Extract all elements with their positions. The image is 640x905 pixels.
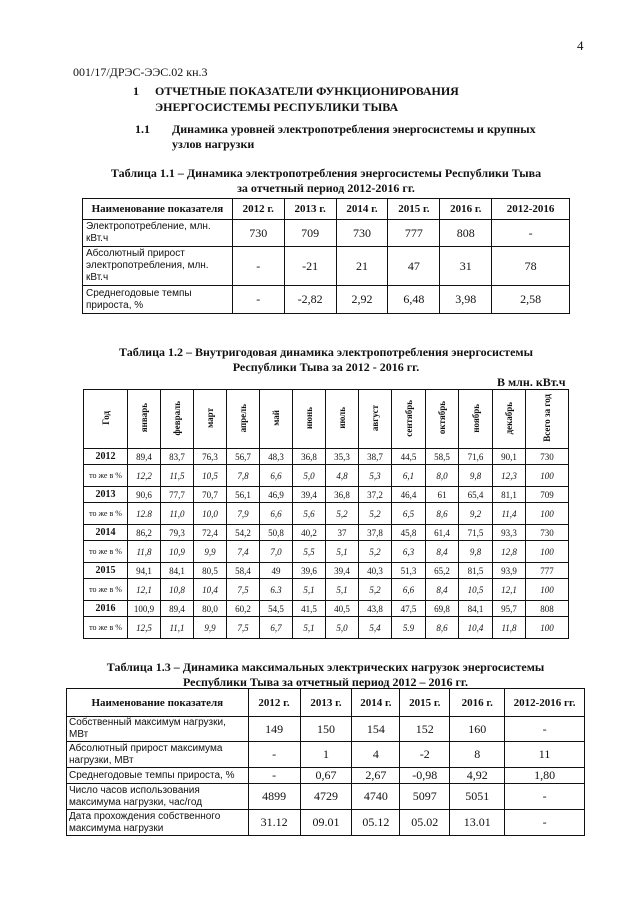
- table2-cell: 10,9: [161, 541, 194, 563]
- table1-cell: -: [232, 286, 284, 314]
- table2-cell: 38,7: [359, 449, 392, 465]
- table3-cell: 4,92: [450, 768, 505, 784]
- table2-cell: 37,2: [359, 487, 392, 503]
- table2-unit: В млн. кВт.ч: [497, 375, 566, 389]
- table3-cell: -: [505, 717, 585, 742]
- table2-caption-line2: Республики Тыва за 2012 - 2016 гг.: [232, 360, 420, 374]
- table2-cell: 84,1: [459, 601, 493, 617]
- table3-row: [67, 768, 585, 784]
- table3-cell: 13.01: [450, 810, 505, 836]
- table1-header-cell: 2013 г.: [284, 199, 336, 220]
- table2-cell: 12,8: [493, 541, 526, 563]
- table2-cell: 9,9: [194, 617, 227, 639]
- table1-row: [83, 286, 570, 314]
- table3-cell: 05.02: [400, 810, 450, 836]
- table2-cell: 7,8: [227, 465, 260, 487]
- table2-year-cell: то же в %: [84, 503, 128, 525]
- table3-cell: -0,98: [400, 768, 450, 784]
- table2-year-row: [84, 487, 569, 503]
- table2-cell: 12,1: [128, 579, 161, 601]
- table2-header-cell: Всего за год: [526, 390, 569, 449]
- table2-cell: 90,1: [493, 449, 526, 465]
- table2-cell: 11,0: [161, 503, 194, 525]
- table2-cell: 11,4: [493, 503, 526, 525]
- table2-cell: 65,4: [459, 487, 493, 503]
- table2-year-row: [84, 449, 569, 465]
- table2-cell: 6,5: [392, 503, 426, 525]
- table2-year-cell: то же в %: [84, 579, 128, 601]
- table2-cell: 37,8: [359, 525, 392, 541]
- table2-cell: 45,8: [392, 525, 426, 541]
- table1-cell: -2,82: [284, 286, 336, 314]
- table3-cell: 4740: [352, 784, 400, 810]
- table3-cell: -: [505, 810, 585, 836]
- table2-cell: 12,1: [493, 579, 526, 601]
- table3-header-cell: 2013 г.: [300, 689, 352, 717]
- table2-cell: 71,6: [459, 449, 493, 465]
- table2-cell: 93,9: [493, 563, 526, 579]
- table1-row-label: Электропотребление, млн. кВт.ч: [83, 220, 233, 247]
- table1-cell: -: [232, 247, 284, 286]
- table1-cell: 6,48: [388, 286, 440, 314]
- table2-cell: 65,2: [426, 563, 459, 579]
- table3-row-label: Собственный максимум нагрузки, МВт: [67, 717, 249, 742]
- table3: [66, 688, 585, 836]
- table2-year-cell: 2014: [84, 525, 128, 541]
- table1-cell: 709: [284, 220, 336, 247]
- table2-total-cell: 709: [526, 487, 569, 503]
- table2-cell: 39,6: [293, 563, 326, 579]
- table2-cell: 46,4: [392, 487, 426, 503]
- table2-cell: 40,2: [293, 525, 326, 541]
- table1-caption-line1: Таблица 1.1 – Динамика электропотребления энергосистемы Республики Тыва: [110, 166, 542, 180]
- table2-cell: 58,5: [426, 449, 459, 465]
- table2-cell: 5,2: [359, 503, 392, 525]
- table1-row-label: Абсолютный прирост электропотребления, млн. кВт.ч: [83, 247, 233, 286]
- table2-cell: 49: [260, 563, 293, 579]
- table2-cell: 80,0: [194, 601, 227, 617]
- table1-cell: 730: [232, 220, 284, 247]
- table2-cell: 7,9: [227, 503, 260, 525]
- table3-cell: 4729: [300, 784, 352, 810]
- table1-cell: 3,98: [440, 286, 492, 314]
- table1-cell: -: [492, 220, 570, 247]
- table2-cell: 7,5: [227, 617, 260, 639]
- table2-cell: 12,3: [493, 465, 526, 487]
- table2-percent-row: [84, 617, 569, 639]
- table2-cell: 4,8: [326, 465, 359, 487]
- table2-cell: 94,1: [128, 563, 161, 579]
- table1-caption-line2: за отчетный период 2012-2016 гг.: [237, 181, 415, 195]
- table2-header-cell: сентябрь: [392, 390, 426, 449]
- table2-total-cell: 100: [526, 617, 569, 639]
- table2-cell: 8,4: [426, 579, 459, 601]
- table3-cell: 11: [505, 742, 585, 768]
- table2-cell: 81,1: [493, 487, 526, 503]
- table2-cell: 11,1: [161, 617, 194, 639]
- table2-cell: 44,5: [392, 449, 426, 465]
- table3-caption-line1: Таблица 1.3 – Динамика максимальных электрических нагрузок энергосистемы: [106, 660, 545, 674]
- table3-cell: 1: [300, 742, 352, 768]
- table2-cell: 36,8: [293, 449, 326, 465]
- table2-year-cell: 2012: [84, 449, 128, 465]
- table2-cell: 7,0: [260, 541, 293, 563]
- table2-cell: 6,6: [392, 579, 426, 601]
- table3-cell: 150: [300, 717, 352, 742]
- table3-cell: -2: [400, 742, 450, 768]
- table3-row-label: Дата прохождения собственного максимума нагрузки: [67, 810, 249, 836]
- table2-cell: 11,8: [128, 541, 161, 563]
- table2-year-row: [84, 563, 569, 579]
- table2-header-cell: октябрь: [426, 390, 459, 449]
- table3-header-cell: 2012-2016 гг.: [505, 689, 585, 717]
- table3-header-cell: 2015 г.: [400, 689, 450, 717]
- table2-cell: 37: [326, 525, 359, 541]
- table2-cell: 6,6: [260, 465, 293, 487]
- table2-cell: 10,5: [459, 579, 493, 601]
- table2-header-row: [84, 390, 569, 449]
- table3-cell: -: [248, 768, 300, 784]
- table2-cell: 5.9: [392, 617, 426, 639]
- table2-cell: 5,2: [326, 503, 359, 525]
- table2-cell: 56,7: [227, 449, 260, 465]
- table2-cell: 41,5: [293, 601, 326, 617]
- table2-cell: 54,5: [260, 601, 293, 617]
- table2-cell: 100,9: [128, 601, 161, 617]
- table2-cell: 81,5: [459, 563, 493, 579]
- subsection-number: 1.1: [135, 122, 150, 136]
- table3-header-row: [67, 689, 585, 717]
- table3-cell: 149: [248, 717, 300, 742]
- table3-row-label: Число часов использования максимума нагрузки, час/год: [67, 784, 249, 810]
- table1-cell: 78: [492, 247, 570, 286]
- table2-cell: 35,3: [326, 449, 359, 465]
- table2-year-row: [84, 525, 569, 541]
- table2-cell: 6,1: [392, 465, 426, 487]
- table2-cell: 80,5: [194, 563, 227, 579]
- table1-cell: 808: [440, 220, 492, 247]
- table2-cell: 54,2: [227, 525, 260, 541]
- table1-header-cell: 2015 г.: [388, 199, 440, 220]
- table2-header-cell: декабрь: [493, 390, 526, 449]
- table2-cell: 5,3: [359, 465, 392, 487]
- table2-cell: 58,4: [227, 563, 260, 579]
- table1-header-cell: 2012-2016: [492, 199, 570, 220]
- table2-percent-row: [84, 503, 569, 525]
- table2-header-cell: ноябрь: [459, 390, 493, 449]
- table2-cell: 9,2: [459, 503, 493, 525]
- table3-header-cell: 2012 г.: [248, 689, 300, 717]
- table2-total-cell: 100: [526, 579, 569, 601]
- table2-cell: 69,8: [426, 601, 459, 617]
- table3-cell: 5051: [450, 784, 505, 810]
- table2-year-row: [84, 601, 569, 617]
- table2-cell: 5,0: [293, 465, 326, 487]
- subsection-title: Динамика уровней электропотребления энергосистемы и крупных узлов нагрузки: [172, 122, 536, 151]
- table2-cell: 72,4: [194, 525, 227, 541]
- table2-cell: 8,0: [426, 465, 459, 487]
- table2-cell: 36,8: [326, 487, 359, 503]
- table2-cell: 10,5: [194, 465, 227, 487]
- table3-cell: 05.12: [352, 810, 400, 836]
- table2-cell: 56,1: [227, 487, 260, 503]
- table2-caption-line1: Таблица 1.2 – Внутригодовая динамика электропотребления энергосистемы: [119, 345, 533, 359]
- table2-cell: 40,3: [359, 563, 392, 579]
- table3-cell: 160: [450, 717, 505, 742]
- table2-cell: 6,3: [392, 541, 426, 563]
- table2-cell: 9,8: [459, 541, 493, 563]
- table2-cell: 89,4: [128, 449, 161, 465]
- table3-cell: 154: [352, 717, 400, 742]
- table3-cell: -: [248, 742, 300, 768]
- table2-total-cell: 100: [526, 541, 569, 563]
- table1-row-label: Среднегодовые темпы прироста, %: [83, 286, 233, 314]
- table2-cell: 5,2: [359, 579, 392, 601]
- table2-cell: 6.3: [260, 579, 293, 601]
- table2-percent-row: [84, 465, 569, 487]
- table1-cell: 2,92: [336, 286, 388, 314]
- table2-total-cell: 100: [526, 465, 569, 487]
- table2-cell: 43,8: [359, 601, 392, 617]
- table1-cell: 2,58: [492, 286, 570, 314]
- table2-cell: 9,9: [194, 541, 227, 563]
- table1-cell: 21: [336, 247, 388, 286]
- table2-percent-row: [84, 579, 569, 601]
- table2-cell: 10,0: [194, 503, 227, 525]
- table2-cell: 8,6: [426, 503, 459, 525]
- table2-year-cell: 2016: [84, 601, 128, 617]
- table2-cell: 71,5: [459, 525, 493, 541]
- table2-cell: 89,4: [161, 601, 194, 617]
- table1-caption: [82, 166, 570, 196]
- table2-cell: 84,1: [161, 563, 194, 579]
- table2-cell: 6,7: [260, 617, 293, 639]
- table2-cell: 11,5: [161, 465, 194, 487]
- table2-cell: 79,3: [161, 525, 194, 541]
- table2-cell: 5,2: [359, 541, 392, 563]
- table1-header-cell: 2014 г.: [336, 199, 388, 220]
- table2-year-cell: 2015: [84, 563, 128, 579]
- table2-cell: 46,9: [260, 487, 293, 503]
- table2-cell: 8,4: [426, 541, 459, 563]
- table1-cell: 47: [388, 247, 440, 286]
- table2-cell: 50,8: [260, 525, 293, 541]
- table2-cell: 11,8: [493, 617, 526, 639]
- table2-cell: 5,0: [326, 617, 359, 639]
- table1-row: [83, 247, 570, 286]
- table1-cell: -21: [284, 247, 336, 286]
- table2-cell: 7,4: [227, 541, 260, 563]
- table2-caption: [83, 345, 569, 375]
- table2-year-cell: то же в %: [84, 541, 128, 563]
- table2-cell: 61,4: [426, 525, 459, 541]
- table2-cell: 76,3: [194, 449, 227, 465]
- table2-header-cell: февраль: [161, 390, 194, 449]
- table2-cell: 6,6: [260, 503, 293, 525]
- table3-row-label: Среднегодовые темпы прироста, %: [67, 768, 249, 784]
- table2-header-cell: май: [260, 390, 293, 449]
- table2-total-cell: 730: [526, 449, 569, 465]
- table2-header-cell: июль: [326, 390, 359, 449]
- table2-header-cell: апрель: [227, 390, 260, 449]
- table2: [83, 389, 569, 639]
- table1-header-cell: Наименование показателя: [83, 199, 233, 220]
- table2-cell: 5,5: [293, 541, 326, 563]
- table2-total-cell: 808: [526, 601, 569, 617]
- table3-caption-line2: Республики Тыва за отчетный период 2012 – 2016 гг.: [183, 675, 468, 689]
- table2-header-cell: Год: [84, 390, 128, 449]
- table2-cell: 48,3: [260, 449, 293, 465]
- table3-cell: 5097: [400, 784, 450, 810]
- table1: [82, 198, 570, 314]
- table2-cell: 10,4: [459, 617, 493, 639]
- table2-cell: 90,6: [128, 487, 161, 503]
- table2-cell: 12,2: [128, 465, 161, 487]
- table2-cell: 93,3: [493, 525, 526, 541]
- table3-row-label: Абсолютный прирост максимума нагрузки, МВт: [67, 742, 249, 768]
- table2-cell: 5,1: [326, 541, 359, 563]
- table3-cell: 4899: [248, 784, 300, 810]
- section-title: ОТЧЕТНЫЕ ПОКАЗАТЕЛИ ФУНКЦИОНИРОВАНИЯ ЭНЕРГОСИСТЕМЫ РЕСПУБЛИКИ ТЫВА: [155, 84, 459, 114]
- table3-cell: 8: [450, 742, 505, 768]
- table3-row: [67, 784, 585, 810]
- table1-header-row: [83, 199, 570, 220]
- table2-cell: 10,4: [194, 579, 227, 601]
- table2-cell: 60,2: [227, 601, 260, 617]
- table2-cell: 5,1: [293, 617, 326, 639]
- table3-cell: 09.01: [300, 810, 352, 836]
- table2-cell: 47,5: [392, 601, 426, 617]
- table2-cell: 86,2: [128, 525, 161, 541]
- table1-cell: 730: [336, 220, 388, 247]
- table2-total-cell: 100: [526, 503, 569, 525]
- table2-cell: 40,5: [326, 601, 359, 617]
- table2-total-cell: 777: [526, 563, 569, 579]
- table2-cell: 12,5: [128, 617, 161, 639]
- table3-header-cell: 2014 г.: [352, 689, 400, 717]
- table2-header-cell: июнь: [293, 390, 326, 449]
- table2-cell: 10,8: [161, 579, 194, 601]
- table2-year-cell: то же в %: [84, 465, 128, 487]
- table3-cell: 4: [352, 742, 400, 768]
- section-number: 1: [133, 84, 139, 98]
- table3-row: [67, 742, 585, 768]
- page-number: 4: [577, 38, 584, 53]
- table2-cell: 77,7: [161, 487, 194, 503]
- table3-cell: 152: [400, 717, 450, 742]
- table2-cell: 5,1: [293, 579, 326, 601]
- table3-row: [67, 810, 585, 836]
- table2-header-cell: январь: [128, 390, 161, 449]
- table2-header-cell: август: [359, 390, 392, 449]
- table3-cell: 1,80: [505, 768, 585, 784]
- table2-cell: 51,3: [392, 563, 426, 579]
- table2-cell: 70,7: [194, 487, 227, 503]
- table3-caption: [66, 660, 585, 690]
- table3-cell: 2,67: [352, 768, 400, 784]
- table3-cell: 0,67: [300, 768, 352, 784]
- table2-cell: 9,8: [459, 465, 493, 487]
- table1-header-cell: 2012 г.: [232, 199, 284, 220]
- table1-cell: 31: [440, 247, 492, 286]
- table3-header-cell: Наименование показателя: [67, 689, 249, 717]
- table2-cell: 39,4: [326, 563, 359, 579]
- table2-cell: 8,6: [426, 617, 459, 639]
- table2-percent-row: [84, 541, 569, 563]
- table2-year-cell: 2013: [84, 487, 128, 503]
- table1-row: [83, 220, 570, 247]
- table1-header-cell: 2016 г.: [440, 199, 492, 220]
- table2-cell: 39,4: [293, 487, 326, 503]
- table2-total-cell: 730: [526, 525, 569, 541]
- table3-cell: 31.12: [248, 810, 300, 836]
- table3-row: [67, 717, 585, 742]
- table2-header-cell: март: [194, 390, 227, 449]
- table1-cell: 777: [388, 220, 440, 247]
- table2-cell: 61: [426, 487, 459, 503]
- table2-year-cell: то же в %: [84, 617, 128, 639]
- table3-cell: -: [505, 784, 585, 810]
- table2-cell: 5,6: [293, 503, 326, 525]
- table2-cell: 12.8: [128, 503, 161, 525]
- table2-cell: 5,1: [326, 579, 359, 601]
- table3-header-cell: 2016 г.: [450, 689, 505, 717]
- table2-cell: 95,7: [493, 601, 526, 617]
- table2-cell: 7,5: [227, 579, 260, 601]
- table2-cell: 5,4: [359, 617, 392, 639]
- document-reference: 001/17/ДРЭС-ЭЭС.02 кн.3: [73, 65, 208, 79]
- table2-cell: 83,7: [161, 449, 194, 465]
